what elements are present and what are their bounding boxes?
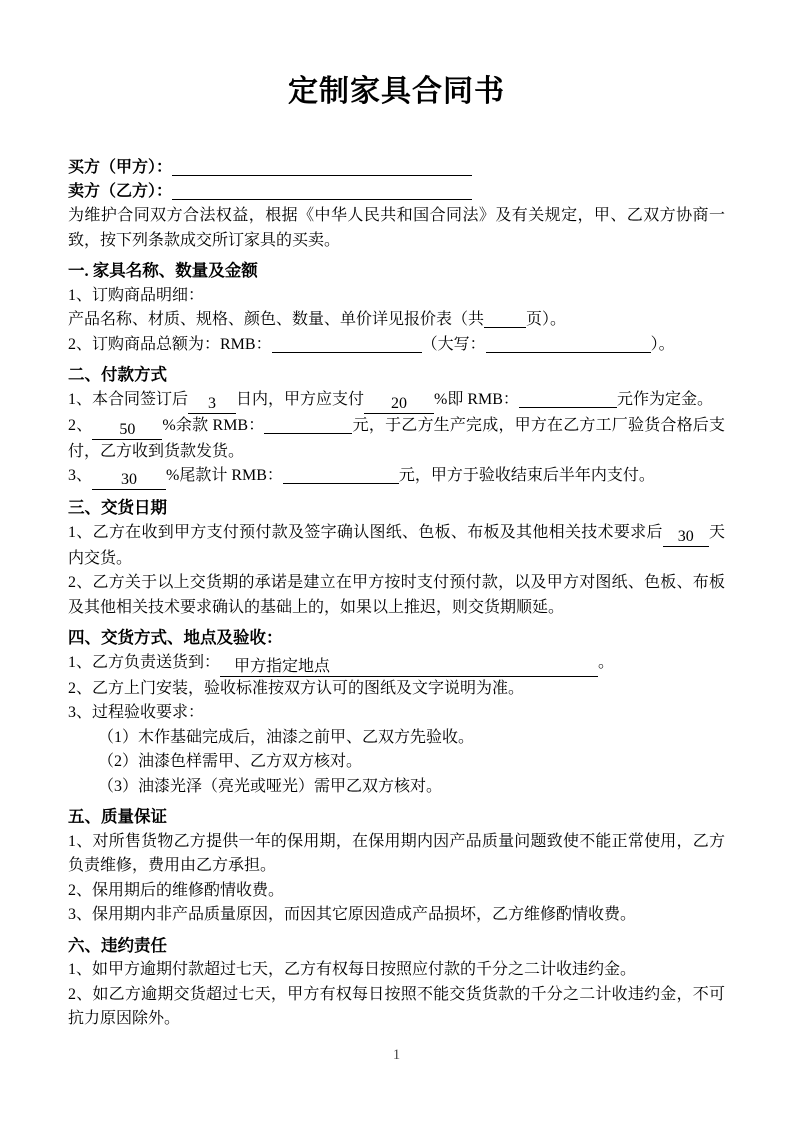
text-run: 日内，甲方应支付 — [236, 390, 365, 408]
balance-percent-blank[interactable]: 50 — [92, 420, 162, 440]
text-run: %余款 RMB： — [162, 416, 265, 434]
text-run: %即 RMB： — [434, 390, 519, 408]
buyer-line — [68, 156, 725, 180]
preamble: 为维护合同双方合法权益，根据《中华人民共和国合同法》及有关规定，甲、乙双方协商一致，按下列条款成交所订家具的买卖。 — [68, 207, 725, 249]
clause-5-1: 1、对所售货物乙方提供一年的保用期，在保用期内因产品质量问题致使不能正常使用，乙方负责维修，费用由乙方承担。 — [68, 832, 725, 874]
final-percent-blank[interactable]: 30 — [92, 470, 166, 490]
text-run: 元作为定金。 — [616, 390, 713, 408]
clause-2-2 — [68, 414, 725, 465]
seller-name-blank[interactable] — [172, 180, 472, 200]
buyer-name-blank[interactable] — [172, 156, 472, 176]
section-breach — [68, 934, 725, 1032]
delivery-days-blank[interactable]: 30 — [663, 527, 709, 547]
total-amount-blank[interactable] — [272, 333, 422, 353]
buyer-label: 买方（甲方）： — [68, 159, 173, 176]
deposit-amount-blank[interactable] — [519, 388, 617, 408]
clause-4-3: 3、过程验收要求： — [68, 704, 205, 721]
section-goods — [68, 259, 725, 357]
clause-4-3-1: （1）木作基础完成后，油漆之前甲、乙双方先验收。 — [98, 728, 475, 746]
seller-label: 卖方（乙方）： — [68, 183, 173, 200]
sign-days-blank[interactable]: 3 — [188, 394, 236, 414]
text-run: 元，甲方于验收结束后半年内支付。 — [398, 467, 655, 484]
pages-count-blank[interactable] — [484, 308, 526, 328]
clause-4-3-2: （2）油漆色样需甲、乙方双方核对。 — [98, 753, 363, 770]
text-run: 3、 — [68, 467, 93, 484]
total-amount-caps-blank[interactable] — [486, 333, 651, 353]
clause-6-1: 1、如甲方逾期付款超过七天，乙方有权每日按照应付款的千分之二计收违约金。 — [68, 961, 637, 978]
clause-3-1 — [68, 521, 725, 572]
clause-2-3 — [68, 464, 725, 490]
clause-1-1: 1、订购商品明细： — [68, 286, 205, 304]
section-delivery-date-heading: 三、交货日期 — [68, 498, 167, 517]
clause-5-2: 2、保用期后的维修酌情收费。 — [68, 881, 285, 899]
document-title: 定制家具合同书 — [288, 75, 505, 108]
text-run: 1、本合同签订后 — [68, 390, 189, 408]
text-run: 。 — [598, 653, 615, 671]
section-payment-heading: 二、付款方式 — [68, 365, 167, 384]
final-amount-blank[interactable] — [283, 464, 399, 484]
clause-4-3-3: （3）油漆光泽（亮光或哑光）需甲乙双方核对。 — [98, 777, 443, 795]
text-run: 1、乙方在收到甲方支付预付款及签字确认图纸、色板、布板及其他相关技术要求后 — [68, 523, 663, 541]
seller-line — [68, 180, 725, 204]
section-breach-heading: 六、违约责任 — [68, 935, 167, 955]
clause-1-3 — [68, 333, 725, 358]
clause-1-2 — [68, 308, 725, 333]
section-goods-heading: 一. 家具名称、数量及金额 — [68, 261, 258, 280]
section-quality — [68, 805, 725, 928]
delivery-address-blank[interactable]: 甲方指定地点 — [220, 657, 598, 677]
clause-6-2: 2、如乙方逾期交货超过七天，甲方有权每日按照不能交货货款的千分之二计收违约金，不可抗力原因除外。 — [68, 985, 725, 1027]
text-run: （大写： — [421, 335, 486, 353]
section-delivery-date — [68, 496, 725, 620]
page-number: 1 — [392, 1047, 401, 1063]
text-run: 天内交货。 — [68, 523, 725, 567]
text-run: 2、订购商品总额为：RMB： — [68, 335, 272, 353]
section-quality-heading: 五、质量保证 — [68, 807, 167, 826]
clause-5-3: 3、保用期内非产品质量原因，而因其它原因造成产品损坏，乙方维修酌情收费。 — [68, 906, 637, 923]
section-delivery-method-heading: 四、交货方式、地点及验收： — [68, 628, 283, 647]
clause-2-1 — [68, 388, 725, 414]
text-run: %尾款计 RMB： — [166, 467, 283, 484]
clause-4-1 — [68, 651, 725, 677]
clause-4-2: 2、乙方上门安装，验收标准按双方认可的图纸及文字说明为准。 — [68, 679, 525, 697]
text-run: ）。 — [650, 335, 675, 353]
balance-amount-blank[interactable] — [264, 414, 352, 434]
section-delivery-method — [68, 626, 725, 799]
clause-3-2: 2、乙方关于以上交货期的承诺是建立在甲方按时支付预付款，以及甲方对图纸、色板、布板及其他相关技术要求确认的基础上的，如果以上推迟，则交货期顺延。 — [68, 574, 725, 616]
text-run: 产品名称、材质、规格、颜色、数量、单价详见报价表（共 — [68, 311, 485, 328]
text-run: 2、 — [68, 416, 93, 434]
deposit-percent-blank[interactable]: 20 — [364, 394, 434, 414]
text-run: 页）。 — [526, 311, 567, 328]
text-run: 1、乙方负责送货到： — [68, 653, 221, 671]
section-payment — [68, 363, 725, 490]
text-run: 元，于乙方生产完成，甲方在乙方工厂验货合格后支付，乙方收到货款发货。 — [68, 416, 725, 460]
